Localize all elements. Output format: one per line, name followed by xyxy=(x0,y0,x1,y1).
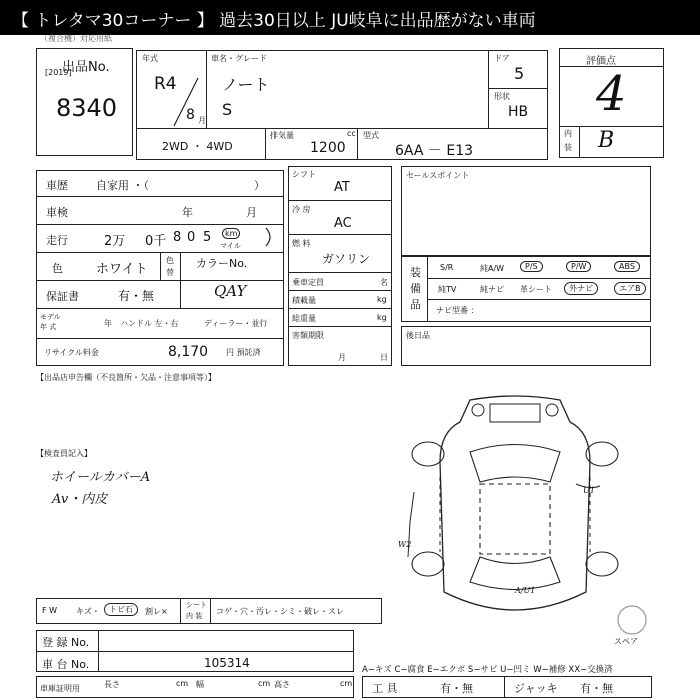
mileage-mile: マイル xyxy=(220,242,241,250)
mark-left: W2 xyxy=(398,540,412,549)
equip-sr: S/R xyxy=(440,263,454,272)
history-value: 自家用 ・（ xyxy=(96,179,149,192)
aircon-label: 冷 房 xyxy=(292,205,311,214)
divider xyxy=(265,128,266,160)
top-note: （複合機）対応用紙 xyxy=(40,34,112,43)
divider xyxy=(36,224,284,225)
model-type-bottom: 年 式 xyxy=(40,323,57,331)
weight-unit: kg xyxy=(377,313,387,322)
recycle-value: 8,170 xyxy=(168,344,209,360)
inspection-label: 車検 xyxy=(46,206,68,219)
mileage-ones: 5 xyxy=(203,230,212,245)
equip-abs: ABS xyxy=(614,261,640,272)
registration-label: 登 録 No. xyxy=(42,636,90,649)
fuel-value: ガソリン xyxy=(322,252,371,266)
equip-pw: P/W xyxy=(566,261,591,272)
record-book-month: 月 xyxy=(338,353,346,362)
history-label: 車歴 xyxy=(46,179,68,192)
cert-label: 車庫証明用 xyxy=(40,684,80,693)
model-type-dealer: ディーラー・並行 xyxy=(204,319,268,328)
shift-value: AT xyxy=(334,180,350,195)
divider xyxy=(488,88,548,89)
weight-label: 総重量 xyxy=(292,314,316,323)
mileage-hundreds: 8 xyxy=(173,230,182,245)
chassis-label: 車 台 No. xyxy=(42,658,90,671)
fuel-label: 燃 料 xyxy=(292,239,311,248)
defect-stain: コゲ・穴・汚レ・シミ・破レ・スレ xyxy=(216,607,344,616)
mileage-paren xyxy=(244,226,274,248)
car-grade: S xyxy=(222,100,233,119)
divider xyxy=(136,128,548,129)
jack-value: 有・無 xyxy=(580,682,613,695)
inspection-year: 年 xyxy=(182,206,193,219)
year-month-unit: 月 xyxy=(198,116,206,125)
model-type-handle: ハンドル 左・右 xyxy=(120,319,179,328)
divider xyxy=(288,308,392,309)
divider xyxy=(288,234,392,235)
shift-label: シフト xyxy=(292,170,316,179)
capacity-label: 乗車定員 xyxy=(292,278,324,287)
mileage-man: 2万 xyxy=(104,234,126,249)
score-value: 4 xyxy=(596,66,627,122)
record-book-label: 害類期限 xyxy=(292,331,324,340)
year-label: 年式 xyxy=(142,54,158,63)
dealer-notes-label: 【出品店申告欄（不良箇所・欠品・注意事項等）】 xyxy=(36,373,216,382)
cert-length: 長さ xyxy=(104,680,120,689)
divider xyxy=(36,308,284,309)
equip-leather: 革シート xyxy=(520,285,552,294)
divider xyxy=(210,598,211,624)
interior-label-top: 内 xyxy=(564,129,572,138)
aircon-value: AC xyxy=(334,216,352,231)
divider xyxy=(559,126,664,127)
equipment-char-2: 備 xyxy=(410,282,421,295)
mileage-km: km xyxy=(222,228,240,239)
divider xyxy=(180,598,181,624)
tools-value: 有・無 xyxy=(440,682,473,695)
car-name: ノート xyxy=(222,75,270,94)
divider xyxy=(357,128,358,160)
record-book-day: 日 xyxy=(380,353,388,362)
spare-label: スペア xyxy=(614,637,638,646)
color-code-value: QAY xyxy=(214,282,247,300)
equip-ps: P/S xyxy=(520,261,543,272)
model-code-value: 6AA － E13 xyxy=(395,143,474,159)
drive: 2WD ・ 4WD xyxy=(162,140,233,153)
defect-seat-top: シート xyxy=(186,601,207,609)
divider xyxy=(98,630,99,672)
lot-year-stamp: [2019] xyxy=(45,68,72,77)
inspection-month: 月 xyxy=(246,206,257,219)
defect-seat-bottom: 内 装 xyxy=(186,612,203,620)
divider xyxy=(288,326,392,327)
navi-model-label: ナビ型番 ： xyxy=(436,306,479,315)
equip-navi: 純ナビ xyxy=(480,285,504,294)
inspector-line2: Av・内皮 xyxy=(52,492,108,507)
mark-front: A/U1 xyxy=(515,586,536,595)
divider xyxy=(36,280,284,281)
cert-height: 高さ xyxy=(274,680,290,689)
divider xyxy=(180,252,181,308)
capacity-unit: 名 xyxy=(380,278,388,287)
divider xyxy=(504,676,505,698)
door-value: 5 xyxy=(514,64,525,83)
year-month: 8 xyxy=(186,107,195,123)
year-era: R4 xyxy=(154,74,177,94)
color-code-label: カラーNo. xyxy=(196,257,248,270)
shape-value: HB xyxy=(508,104,529,120)
jack-label: ジャッキ xyxy=(514,682,558,695)
color-change-top: 色 xyxy=(166,256,174,265)
mileage-thousands: 0千 xyxy=(145,234,167,249)
divider xyxy=(160,252,161,280)
tools-label: 工 具 xyxy=(372,682,398,695)
equip-ext-navi: 外ナビ xyxy=(564,282,598,295)
lot-label: 出品No. xyxy=(62,60,110,75)
defect-crack: 割レ× xyxy=(145,607,168,616)
inspector-label: 【検査員記入】 xyxy=(36,449,92,458)
model-code-label: 型式 xyxy=(363,131,379,140)
after-date-label: 後日品 xyxy=(406,331,430,340)
warranty-label: 保証書 xyxy=(46,290,79,303)
mileage-tens: 0 xyxy=(187,230,196,245)
lot-number: 8340 xyxy=(56,94,118,122)
divider xyxy=(427,256,428,322)
defect-chip: トビ石 xyxy=(104,603,138,616)
after-date-box xyxy=(401,326,651,366)
door-label: ドア xyxy=(494,54,510,63)
recycle-label: リサイクル料金 xyxy=(44,348,99,357)
load-unit: kg xyxy=(377,295,387,304)
color-value: ホワイト xyxy=(96,262,148,277)
divider xyxy=(288,272,392,273)
divider xyxy=(288,200,392,201)
divider xyxy=(36,651,354,652)
divider xyxy=(288,290,392,291)
defect-fw: F W xyxy=(42,606,58,615)
divider xyxy=(427,278,651,279)
equipment-char-3: 品 xyxy=(410,298,421,311)
divider xyxy=(579,126,580,158)
mileage-label: 走行 xyxy=(46,234,68,247)
displacement-value: 1200 xyxy=(310,140,346,156)
score-label: 評価点 xyxy=(586,56,616,67)
banner: 【 トレタマ30コーナー 】 過去30日以上 JU岐阜に出品歴がない車両 xyxy=(0,0,700,35)
sales-point-label: セールスポイント xyxy=(406,171,470,180)
car-label: 車名・グレード xyxy=(211,54,267,63)
divider xyxy=(427,299,651,300)
divider xyxy=(36,338,284,339)
cert-cm-3: cm xyxy=(340,679,353,688)
shape-label: 形状 xyxy=(494,92,510,101)
spare-tire-icon xyxy=(616,604,648,636)
load-label: 積載量 xyxy=(292,296,316,305)
color-change-bottom: 替 xyxy=(166,268,174,277)
equip-airbag: エアB xyxy=(614,282,646,295)
equip-tv: 純TV xyxy=(438,285,457,294)
color-label: 色 xyxy=(52,262,63,275)
model-type-top: モデル xyxy=(40,313,61,321)
mark-right: U1 xyxy=(583,486,595,495)
displacement-label: 排気量 xyxy=(270,131,294,140)
chassis-value: 105314 xyxy=(204,656,250,670)
cert-cm-2: cm xyxy=(258,679,271,688)
defect-scratch: キズ・ xyxy=(76,607,100,616)
divider xyxy=(206,50,207,128)
cert-width: 幅 xyxy=(196,680,204,689)
displacement-unit: cc xyxy=(347,129,356,138)
interior-label-bottom: 装 xyxy=(564,143,572,152)
model-type-year: 年 xyxy=(104,319,112,328)
divider xyxy=(36,196,284,197)
recycle-unit: 円 預託済 xyxy=(226,348,261,357)
warranty-value: 有・無 xyxy=(118,289,155,303)
certificate-row xyxy=(36,676,354,698)
cert-cm-1: cm xyxy=(176,679,189,688)
equip-aw: 純A/W xyxy=(480,264,505,273)
history-close: ） xyxy=(254,179,265,192)
damage-legend: A−キズ C−腐食 E−エクボ S−サビ U−凹ミ W−補修 XX−交換済 xyxy=(362,665,613,675)
inspector-line1: ホイールカバーA xyxy=(50,470,151,485)
equipment-char-1: 装 xyxy=(410,266,421,279)
car-diagram xyxy=(400,392,640,614)
interior-value: B xyxy=(598,128,615,153)
